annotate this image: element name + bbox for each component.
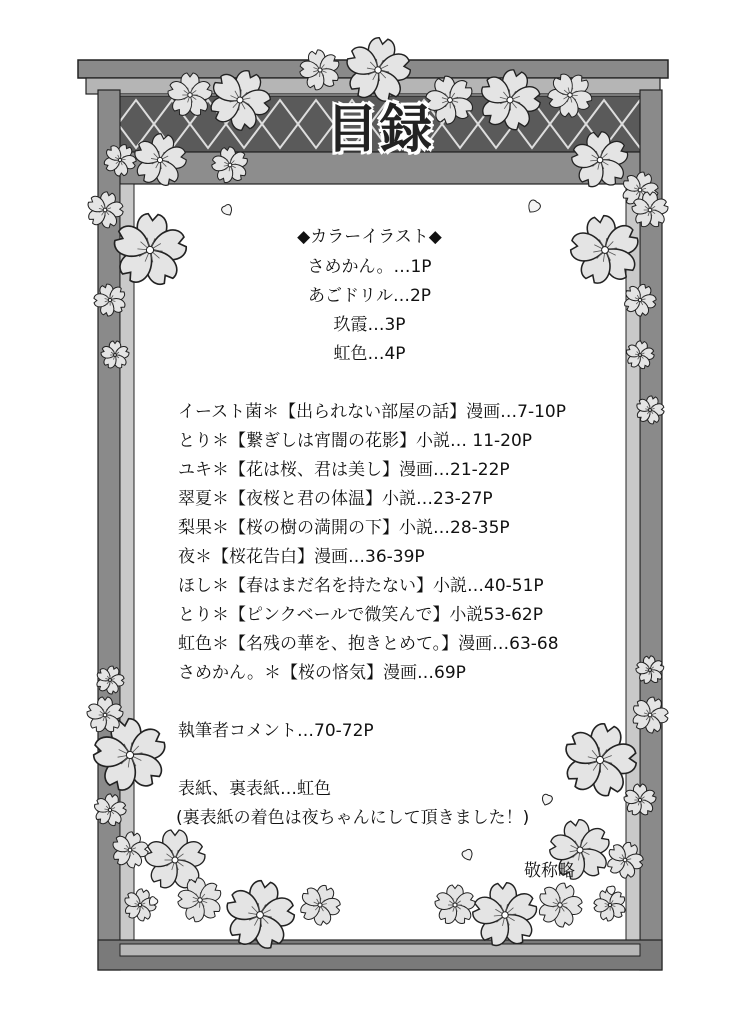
toc-entry: 翠夏＊【夜桜と君の体温】小説…23-27P	[178, 489, 493, 509]
toc-entry: とり＊【繋ぎしは宵闇の花影】小説… 11-20P	[178, 431, 533, 451]
toc-entry: 梨果＊【桜の樹の満開の下】小説…28-35P	[178, 518, 510, 538]
color-item: さめかん。…1P	[307, 257, 432, 277]
toc-entry: ほし＊【春はまだ名を持たない】小説…40-51P	[178, 576, 544, 596]
cover-note: (裏表紙の着色は夜ちゃんにして頂きました！)	[176, 808, 530, 828]
toc-entry: とり＊【ピンクベールで微笑んで】小説53-62P	[178, 605, 543, 625]
page-title: 目録	[325, 99, 434, 160]
color-item: 玖霞…3P	[333, 315, 406, 335]
toc-entry: 虹色＊【名残の華を、抱きとめて。】漫画…63-68	[178, 634, 559, 654]
color-item: あごドリル…2P	[307, 286, 432, 306]
toc-entry: 夜＊【桜花告白】漫画…36-39P	[178, 547, 425, 567]
color-illustration-heading: ◆カラーイラスト◆	[297, 227, 442, 247]
color-item: 虹色…4P	[333, 344, 406, 364]
toc-entry: さめかん。＊【桜の悋気】漫画…69P	[178, 663, 466, 683]
author-comments: 執筆者コメント…70-72P	[178, 721, 374, 741]
toc-entry: ユキ＊【花は桜、君は美し】漫画…21-22P	[178, 460, 510, 480]
honorific-note: 敬称略	[524, 861, 575, 881]
cover-credit: 表紙、裏表紙…虹色	[178, 779, 331, 799]
toc-entry: イースト菌＊【出られない部屋の話】漫画…7-10P	[178, 402, 566, 422]
